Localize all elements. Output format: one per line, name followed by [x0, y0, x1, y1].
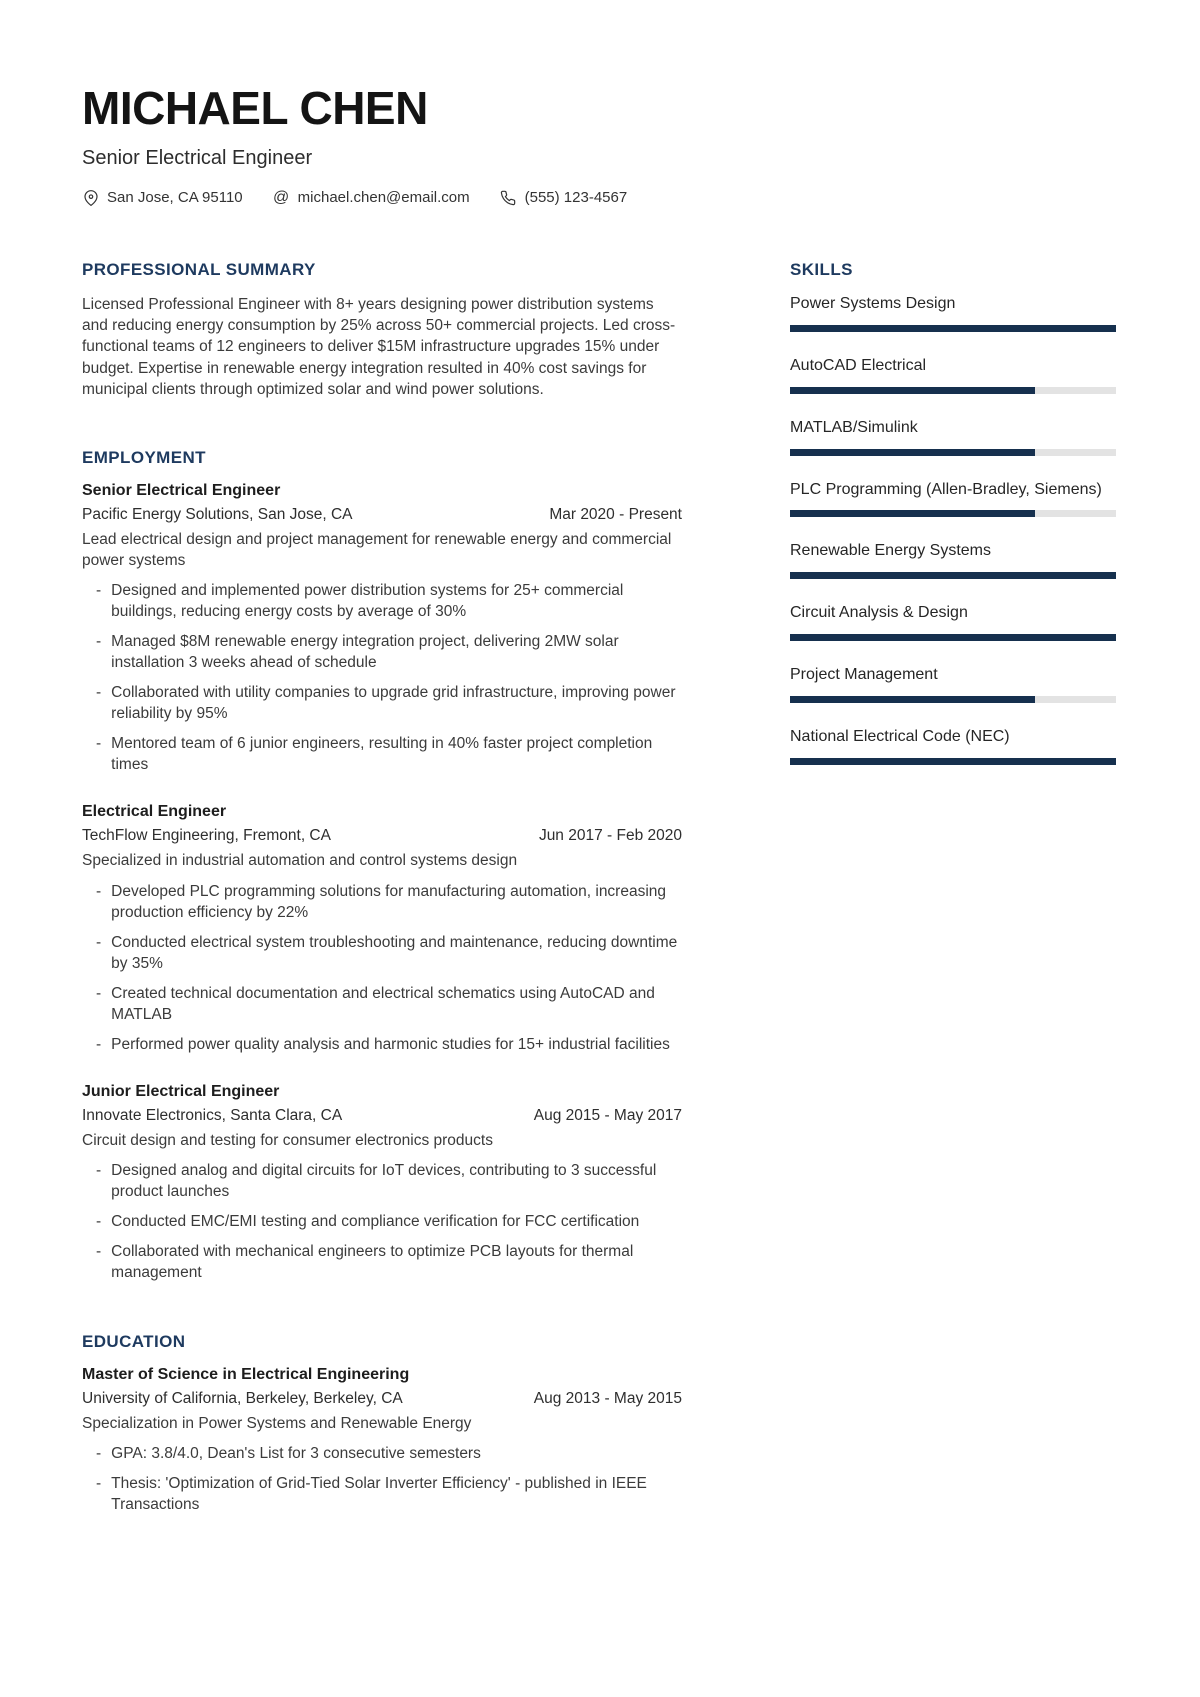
bullet-dash: - — [96, 1243, 102, 1261]
job-dates: Jun 2017 - Feb 2020 — [538, 827, 682, 845]
education-entry — [82, 1366, 682, 1515]
bullet-text: Conducted EMC/EMI testing and compliance verification for FCC certification — [111, 1213, 640, 1231]
at-sign-icon: @ — [273, 188, 290, 206]
bullet-text: Mentored team of 6 junior engineers, resulting in 40% faster project completion times — [111, 735, 653, 774]
skill-bar-track — [790, 758, 1116, 765]
bullet-text: Thesis: 'Optimization of Grid-Tied Solar Inverter Efficiency' - published in IEEE Transactions — [111, 1474, 647, 1513]
person-name: MICHAEL CHEN — [82, 82, 428, 134]
job-entry — [82, 482, 682, 776]
skill-item — [790, 603, 1116, 641]
skill-bar-fill — [790, 572, 1116, 579]
job-company: TechFlow Engineering, Fremont, CA — [82, 827, 331, 845]
degree-bullet-list — [82, 1443, 682, 1515]
person-title: Senior Electrical Engineer — [82, 147, 313, 170]
section-skills — [790, 260, 1116, 764]
job-bullet — [96, 1211, 682, 1232]
skills-heading: SKILLS — [790, 260, 853, 280]
bullet-text: Performed power quality analysis and harmonic studies for 15+ industrial facilities — [111, 1036, 670, 1054]
job-title: Electrical Engineer — [82, 803, 227, 821]
job-company: Innovate Electronics, Santa Clara, CA — [82, 1107, 343, 1125]
section-education — [82, 1332, 682, 1515]
bullet-text: Conducted electrical system troubleshooting and maintenance, reducing downtime by 35% — [111, 933, 678, 972]
job-description: Lead electrical design and project management for renewable energy and commercial power systems — [82, 530, 672, 569]
skill-bar-fill — [790, 387, 1035, 394]
contact-location-text: San Jose, CA 95110 — [107, 189, 243, 207]
contact-phone — [500, 189, 628, 206]
degree-dates: Aug 2013 - May 2015 — [533, 1389, 682, 1407]
job-bullet — [96, 1241, 682, 1283]
employment-heading: EMPLOYMENT — [82, 447, 206, 467]
skill-bar-fill — [790, 510, 1035, 517]
skill-bar-track — [790, 696, 1116, 703]
content-columns — [82, 260, 1116, 1543]
bullet-dash: - — [96, 735, 102, 753]
bullet-dash: - — [96, 1213, 102, 1231]
bullet-text: Created technical documentation and electrical schematics using AutoCAD and MATLAB — [111, 984, 655, 1023]
degree-school-row — [82, 1390, 682, 1408]
job-company-row — [82, 506, 682, 524]
skill-label: MATLAB/Simulink — [790, 418, 918, 436]
job-entry — [82, 1083, 682, 1283]
skill-bar-track — [790, 449, 1116, 456]
summary-text: Licensed Professional Engineer with 8+ years designing power distribution systems and reducing energy consumption by 25% across 50+ commercial projects. Led cross-functional teams of 12 engineers to deliver $15M infrastructure upgrades 15% under budget. Expertise in renewable energy integration resulted in 40% cost savings for municipal clients through optimized solar and wind power solutions. — [82, 296, 676, 398]
skill-bar-fill — [790, 758, 1116, 765]
contact-phone-text: (555) 123-4567 — [524, 189, 628, 207]
education-heading: EDUCATION — [82, 1331, 186, 1351]
skill-item — [790, 727, 1116, 765]
bullet-text: Collaborated with mechanical engineers to optimize PCB layouts for thermal management — [111, 1243, 634, 1282]
bullet-dash: - — [96, 1474, 102, 1492]
location-pin-icon — [82, 189, 99, 206]
skill-item — [790, 356, 1116, 394]
job-bullet — [96, 932, 682, 974]
skill-bar-track — [790, 325, 1116, 332]
skill-bar-track — [790, 510, 1116, 517]
job-entry — [82, 803, 682, 1055]
degree-title: Master of Science in Electrical Engineering — [82, 1365, 410, 1383]
main-column — [82, 260, 682, 1543]
bullet-text: Collaborated with utility companies to upgrade grid infrastructure, improving power reliability by 95% — [111, 684, 676, 723]
sidebar-column — [790, 260, 1116, 1543]
resume-header — [82, 84, 1116, 206]
skill-item — [790, 541, 1116, 579]
skill-bar-track — [790, 572, 1116, 579]
job-bullet-list — [82, 1160, 682, 1283]
bullet-dash: - — [96, 882, 102, 900]
job-bullet — [96, 733, 682, 775]
bullet-text: GPA: 3.8/4.0, Dean's List for 3 consecutive semesters — [111, 1444, 481, 1462]
degree-description: Specialization in Power Systems and Renewable Energy — [82, 1414, 472, 1432]
skill-item — [790, 480, 1116, 518]
bullet-dash: - — [96, 684, 102, 702]
job-bullet-list — [82, 580, 682, 776]
job-bullet — [96, 1160, 682, 1202]
skill-bar-fill — [790, 696, 1035, 703]
job-bullet — [96, 580, 682, 622]
job-company-row — [82, 827, 682, 845]
degree-bullet — [96, 1443, 682, 1464]
job-bullet — [96, 682, 682, 724]
job-description: Circuit design and testing for consumer electronics products — [82, 1132, 493, 1150]
bullet-dash: - — [96, 1036, 102, 1054]
bullet-text: Developed PLC programming solutions for manufacturing automation, increasing production efficiency by 22% — [111, 882, 667, 921]
bullet-dash: - — [96, 1444, 102, 1462]
job-title: Junior Electrical Engineer — [82, 1083, 280, 1101]
skill-item — [790, 294, 1116, 332]
contact-row — [82, 189, 1116, 206]
skill-label: AutoCAD Electrical — [790, 357, 927, 375]
skill-label: Project Management — [790, 666, 938, 684]
phone-icon — [500, 189, 517, 206]
bullet-text: Managed $8M renewable energy integration project, delivering 2MW solar installation 3 weeks ahead of schedule — [111, 633, 619, 672]
bullet-text: Designed analog and digital circuits for IoT devices, contributing to 3 successful product launches — [111, 1162, 657, 1201]
job-dates: Aug 2015 - May 2017 — [533, 1107, 682, 1125]
job-title: Senior Electrical Engineer — [82, 481, 281, 499]
job-bullet — [96, 983, 682, 1025]
job-bullet-list — [82, 881, 682, 1056]
bullet-text: Designed and implemented power distribution systems for 25+ commercial buildings, reducing energy costs by average of 30% — [111, 581, 624, 620]
skill-label: Power Systems Design — [790, 295, 956, 313]
bullet-dash: - — [96, 633, 102, 650]
bullet-dash: - — [96, 933, 102, 951]
job-dates: Mar 2020 - Present — [549, 505, 682, 523]
skill-bar-fill — [790, 325, 1116, 332]
section-professional-summary — [82, 260, 682, 399]
degree-school: University of California, Berkeley, Berkeley, CA — [82, 1389, 403, 1407]
skill-item — [790, 665, 1116, 703]
contact-email-text: michael.chen@email.com — [297, 189, 470, 207]
skill-label: Renewable Energy Systems — [790, 542, 991, 560]
job-company-row — [82, 1107, 682, 1125]
job-bullet — [96, 881, 682, 923]
degree-bullet — [96, 1473, 682, 1515]
skill-bar-fill — [790, 449, 1035, 456]
skill-label: Circuit Analysis & Design — [790, 604, 968, 622]
skill-label: National Electrical Code (NEC) — [790, 727, 1010, 745]
job-bullet — [96, 631, 682, 673]
summary-heading: PROFESSIONAL SUMMARY — [82, 260, 316, 280]
skill-bar-track — [790, 634, 1116, 641]
section-employment — [82, 448, 682, 1284]
contact-location — [82, 189, 243, 206]
contact-email — [273, 189, 470, 206]
bullet-dash: - — [96, 581, 102, 599]
skill-item — [790, 418, 1116, 456]
job-bullet — [96, 1034, 682, 1055]
job-description: Specialized in industrial automation and control systems design — [82, 852, 518, 870]
skill-bar-fill — [790, 634, 1116, 641]
skill-bar-track — [790, 387, 1116, 394]
skill-label: PLC Programming (Allen-Bradley, Siemens) — [790, 480, 1102, 498]
job-company: Pacific Energy Solutions, San Jose, CA — [82, 505, 353, 523]
bullet-dash: - — [96, 1162, 102, 1180]
bullet-dash: - — [96, 984, 102, 1002]
